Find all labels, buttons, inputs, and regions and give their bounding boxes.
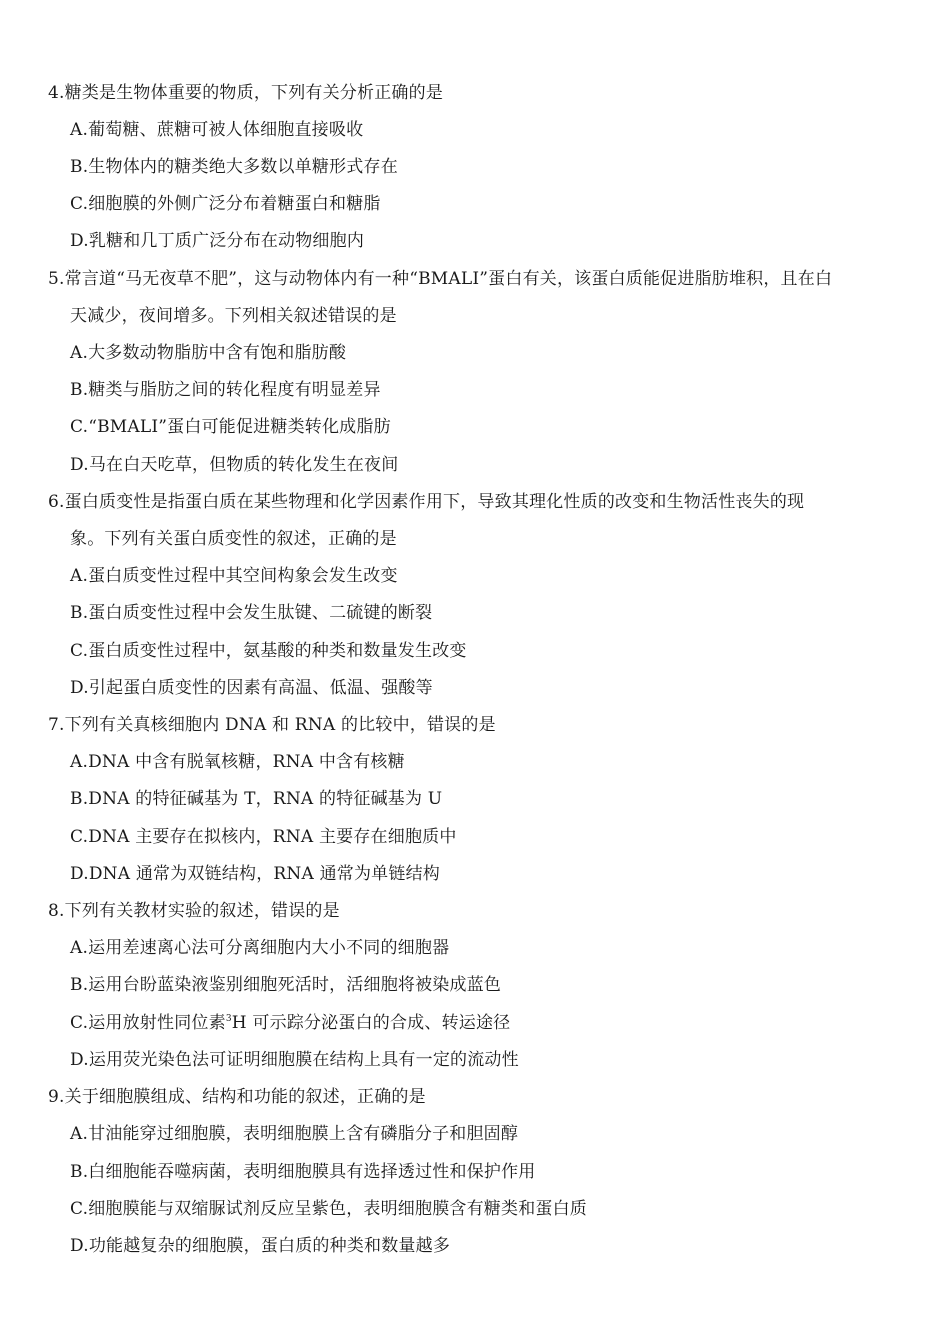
question-8-option-b: B.运用台盼蓝染液鉴别细胞死活时，活细胞将被染成蓝色 xyxy=(70,975,502,995)
question-4-option-b: B.生物体内的糖类绝大多数以单糖形式存在 xyxy=(70,157,398,177)
question-8-stem: 8.下列有关教材实验的叙述，错误的是 xyxy=(48,901,340,921)
question-6-option-a: A.蛋白质变性过程中其空间构象会发生改变 xyxy=(70,566,398,586)
question-9-option-b: B.白细胞能吞噬病菌，表明细胞膜具有选择透过性和保护作用 xyxy=(70,1162,536,1182)
question-7-option-d: D.DNA 通常为双链结构，RNA 通常为单链结构 xyxy=(70,864,440,884)
question-5-option-c: C.“BMALI”蛋白可能促进糖类转化成脂肪 xyxy=(70,417,391,437)
question-7-option-a: A.DNA 中含有脱氧核糖，RNA 中含有核糖 xyxy=(70,752,405,772)
question-9-option-a: A.甘油能穿过细胞膜，表明细胞膜上含有磷脂分子和胆固醇 xyxy=(70,1124,519,1144)
question-6-stem-line-2: 象。下列有关蛋白质变性的叙述，正确的是 xyxy=(70,529,397,549)
question-8-option-c-prefix: C.运用放射性同位素 xyxy=(70,1013,226,1033)
question-4-option-c: C.细胞膜的外侧广泛分布着糖蛋白和糖脂 xyxy=(70,194,381,214)
question-5-stem-line-1: 5.常言道“马无夜草不肥”，这与动物体内有一种“BMALI”蛋白有关，该蛋白质能促进脂肪堆积，且在白 xyxy=(48,269,833,289)
question-4-option-d: D.乳糖和几丁质广泛分布在动物细胞内 xyxy=(70,231,365,251)
question-8-option-c xyxy=(70,1011,510,1035)
question-7-option-b: B.DNA 的特征碱基为 T，RNA 的特征碱基为 U xyxy=(70,789,443,809)
question-8-option-a: A.运用差速离心法可分离细胞内大小不同的细胞器 xyxy=(70,938,450,958)
question-5-option-d: D.马在白天吃草，但物质的转化发生在夜间 xyxy=(70,455,399,475)
question-5-option-a: A.大多数动物脂肪中含有饱和脂肪酸 xyxy=(70,343,347,363)
question-5-stem-line-2: 天减少，夜间增多。下列相关叙述错误的是 xyxy=(70,306,397,326)
question-5-option-b: B.糖类与脂肪之间的转化程度有明显差异 xyxy=(70,380,381,400)
question-8-option-c-suffix: H 可示踪分泌蛋白的合成、转运途径 xyxy=(231,1013,511,1033)
question-9-option-d: D.功能越复杂的细胞膜，蛋白质的种类和数量越多 xyxy=(70,1236,451,1256)
question-9-stem: 9.关于细胞膜组成、结构和功能的叙述，正确的是 xyxy=(48,1087,426,1107)
question-4-stem: 4.糖类是生物体重要的物质，下列有关分析正确的是 xyxy=(48,83,444,103)
question-6-stem-line-1: 6.蛋白质变性是指蛋白质在某些物理和化学因素作用下，导致其理化性质的改变和生物活性丧失的现 xyxy=(48,492,805,512)
question-6-option-c: C.蛋白质变性过程中，氨基酸的种类和数量发生改变 xyxy=(70,641,467,661)
question-7-option-c: C.DNA 主要存在拟核内，RNA 主要存在细胞质中 xyxy=(70,827,457,847)
question-9-option-c: C.细胞膜能与双缩脲试剂反应呈紫色，表明细胞膜含有糖类和蛋白质 xyxy=(70,1199,588,1219)
question-6-option-b: B.蛋白质变性过程中会发生肽键、二硫键的断裂 xyxy=(70,603,433,623)
isotope-superscript: 3 xyxy=(225,1014,232,1024)
question-7-stem: 7.下列有关真核细胞内 DNA 和 RNA 的比较中，错误的是 xyxy=(48,715,496,735)
question-4-option-a: A.葡萄糖、蔗糖可被人体细胞直接吸收 xyxy=(70,120,364,140)
question-6-option-d: D.引起蛋白质变性的因素有高温、低温、强酸等 xyxy=(70,678,433,698)
question-8-option-d: D.运用荧光染色法可证明细胞膜在结构上具有一定的流动性 xyxy=(70,1050,519,1070)
